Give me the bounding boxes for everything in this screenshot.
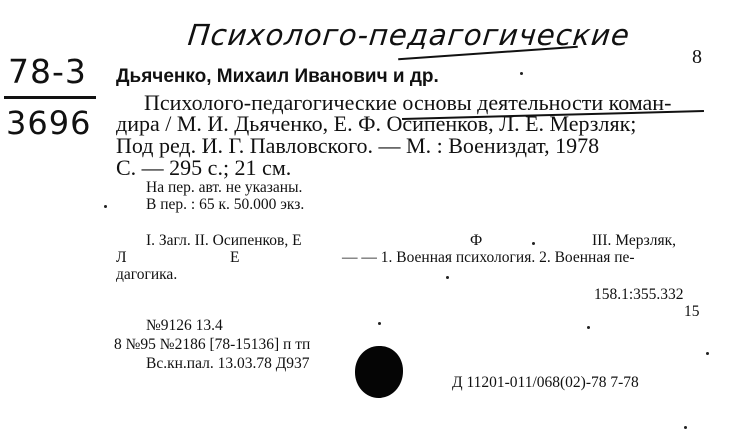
tracing-initial-e: Е	[230, 249, 240, 266]
tracing-initial-l: Л	[116, 249, 127, 266]
speck	[446, 276, 449, 279]
description-line-4: С. — 295 с.; 21 см.	[116, 155, 292, 180]
description-line-1: Психолого-педагогические основы деятельности коман-	[144, 90, 672, 115]
note-line-1: На пер. авт. не указаны.	[146, 179, 303, 196]
tracing-merzlyak: III. Мерзляк,	[592, 232, 677, 249]
handwritten-heading: Психолого-педагогические	[186, 18, 632, 52]
author-heading: Дьяченко, Михаил Иванович и др.	[116, 66, 439, 87]
speck	[104, 205, 107, 208]
udc-number: 158.1:355.332	[594, 286, 684, 303]
handwritten-number-top: 78-3	[8, 52, 87, 91]
speck	[684, 426, 687, 429]
description-line-2: дира / М. И. Дьяченко, Е. Ф. Осипенков, Л. Е. Мерзляк;	[116, 111, 637, 136]
tracing-subjects: — — 1. Военная психология. 2. Военная пе-	[342, 249, 635, 266]
speck	[706, 352, 709, 355]
registry-line-3: Вс.кн.пал. 13.03.78 Д937	[146, 355, 310, 372]
note-line-2: В пер. : 65 к. 50.000 экз.	[146, 196, 305, 213]
tracing-line-3: дагогика.	[116, 266, 178, 283]
speck	[378, 322, 381, 325]
corner-number: 8	[692, 46, 702, 68]
speck	[587, 326, 590, 329]
speck	[532, 242, 535, 245]
handwritten-number-bottom: 3696	[6, 104, 92, 142]
number-divider	[4, 96, 96, 99]
tracing-initial-f: Ф	[470, 232, 483, 249]
class-number: 15	[684, 303, 700, 320]
tracing-title-entry: I. Загл. II. Осипенков, Е	[146, 232, 302, 249]
ink-blot	[355, 346, 403, 398]
description-line-3: Под ред. И. Г. Павловского. — М. : Воениздат, 1978	[116, 133, 600, 158]
registry-line-1: №9126 13.4	[146, 317, 223, 334]
speck	[520, 72, 523, 75]
registry-line-2: 8 №95 №2186 [78-15136] п тп	[114, 336, 311, 353]
price-code: Д 11201-011/068(02)-78 7-78	[452, 374, 639, 391]
